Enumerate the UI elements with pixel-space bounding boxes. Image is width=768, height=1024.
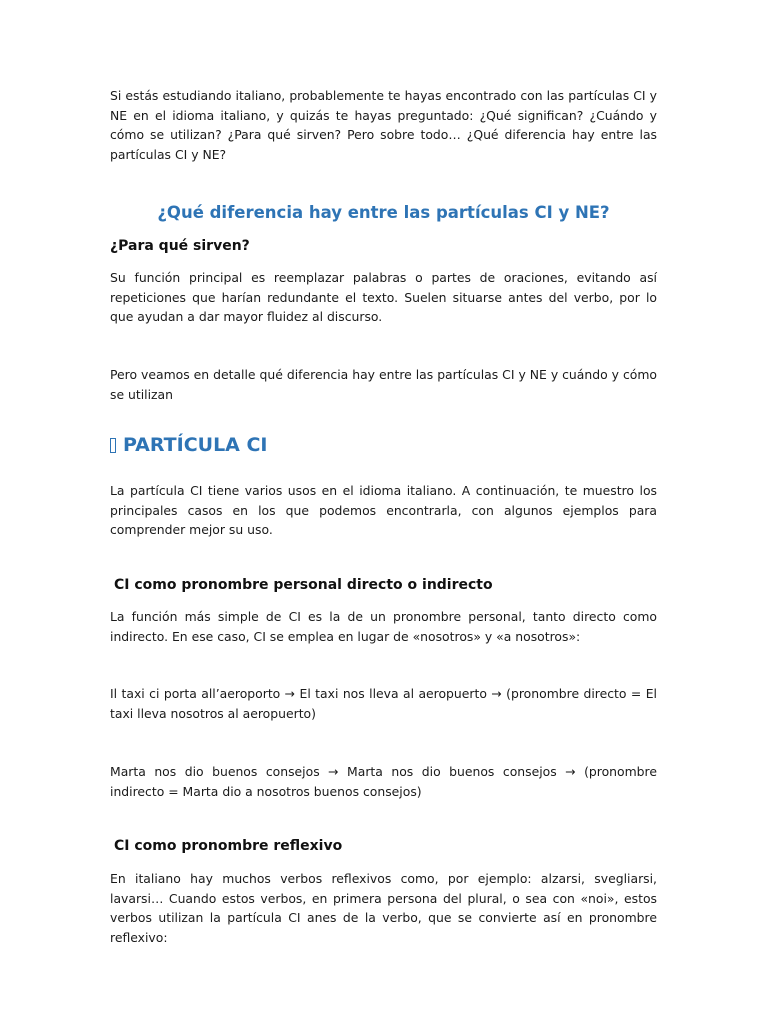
paragraph-funcion: Su función principal es reemplazar palabras o partes de oraciones, evitando así repeticiones que harían redundante el texto. Suelen situarse antes del verbo, por lo que ayudan a dar mayor fluidez al discurso. [110,270,657,324]
document-page [110,0,657,1024]
heading-particula-ci-text: PARTÍCULA CI [123,434,268,456]
heading-pronombre-personal: CI como pronombre personal directo o indirecto [114,577,493,593]
paragraph-pronombre-personal: La función más simple de CI es la de un pronombre personal, tanto directo como indirecto. En ese caso, CI se emplea en lugar de «nosotros» y «a nosotros»: [110,609,657,644]
paragraph-reflexivo: En italiano hay muchos verbos reflexivos como, por ejemplo: alzarsi, svegliarsi, lavarsi… Cuando estos verbos, en primera persona del plural, o sea con «noi», estos verbos utilizan la partícula CI anes de la verbo, que se convierte así en pronombre reflexivo: [110,871,657,945]
heading-pronombre-reflexivo: CI como pronombre reflexivo [114,838,343,854]
paragraph-veamos: Pero veamos en detalle qué diferencia hay entre las partículas CI y NE y cuándo y cómo se utilizan [110,367,657,402]
example-marta: Marta nos dio buenos consejos → Marta nos dio buenos consejos → (pronombre indirecto = Marta dio a nosotros buenos consejos) [110,764,657,799]
heading-particula-ci [110,434,268,456]
paragraph-particula-ci: La partícula CI tiene varios usos en el idioma italiano. A continuación, te muestro los principales casos en los que podemos encontrarla, con algunos ejemplos para comprender mejor su uso. [110,483,657,537]
main-heading: ¿Qué diferencia hay entre las partículas CI y NE? [157,203,610,222]
intro-paragraph: Si estás estudiando italiano, probablemente te hayas encontrado con las partículas CI y NE en el idioma italiano, y quizás te hayas preguntado: ¿Qué significan? ¿Cuándo y cómo se utilizan? ¿Para qué sirven? Pero sobre todo… ¿Qué diferencia hay entre las partículas CI y NE? [110,88,657,162]
missing-glyph-box-icon [110,438,116,453]
heading-para-que-sirven: ¿Para qué sirven? [110,238,250,254]
example-taxi: Il taxi ci porta all’aeroporto → El taxi nos lleva al aeropuerto → (pronombre directo = El taxi lleva nosotros al aeropuerto) [110,686,657,721]
